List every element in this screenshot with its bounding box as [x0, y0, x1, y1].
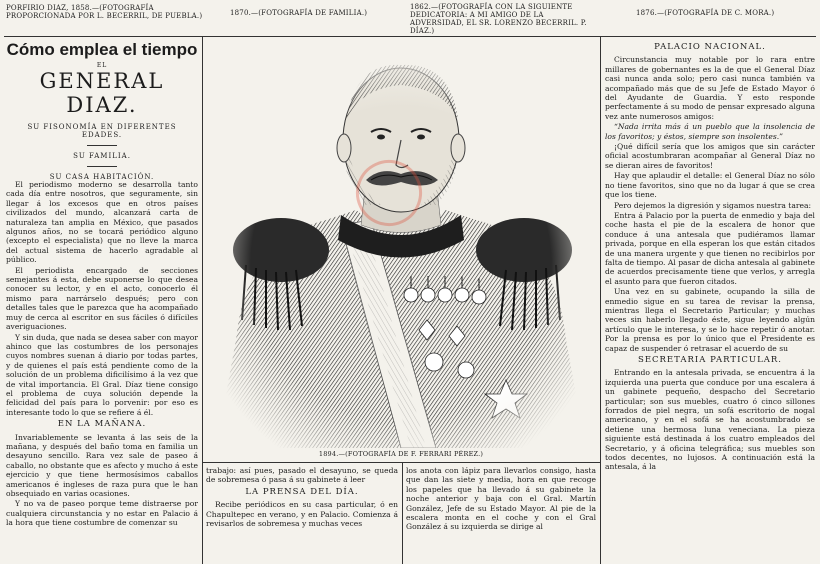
header-caption-right-mid: 1862.—(FOTOGRAFÍA CON LA SIGUIENTE DEDICATORIA: A MI AMIGO DE LA ADVERSIDAD, EL SR. LORENZO BECERRIL. P. DÍAZ.) [410, 3, 587, 35]
paragraph: El periodista encargado de secciones semejantes á esta, debe suponerse lo que desea conocer su lector, y en el acto, conocerlo él mismo para narrárselo después; pero con detalles tales que le parezca que ha acompañado muy de cerca al escritor en sus fáciles ó difíciles averiguaciones. [6, 265, 198, 332]
divider [87, 145, 117, 146]
section-heading: PALACIO NACIONAL. [654, 42, 766, 52]
bottom-left-column-text [206, 466, 398, 562]
paragraph: Invariablemente se levanta á las seis de la mañana, y después del baño toma en familia un desayuno sencillo. Rara vez sale de paseo á caballo, no obstante que es afecto y mucho á este ejercicio y que tiene hermosísimos caballos americanos é ingleses de raza pura que le han obsequiado en varias ocasiones. [6, 432, 198, 498]
paragraph: Entrando en la antesala privada, se encuentra á la izquierda una puerta que conduce por una escalera á un gabinete pequeño, despacho del Secretario particular; son sus muebles, cuatro ó cinco sillones forrados de piel negra, un sofá escritorio de nogal americano, y en el sofá se ha acostumbrado se detiene una hermosa luna veneciana. La pieza siguiente está destinada á los cuatro empleados del Secretario, y á oficina telegráfica; sus muebles son todos decentes, no lujosos. A continuación está la antesala, á la [605, 368, 815, 472]
subtitle-3: SU CASA HABITACIÓN. [49, 173, 155, 181]
portrait-engraving [206, 40, 596, 448]
section-heading: SECRETARIA PARTICULAR. [638, 355, 782, 365]
column-rule-right [600, 36, 601, 564]
paragraph: los anota con lápiz para llevarlos consigo, hasta que dan las siete y media, hora en que recoge los papeles que ha llevado á su gabinete la noche anterior y baja con el Gral. Martín González, Jefe de su Estado Mayor. Al pie de la escalera monta en el coche y con el Gral González á su izquierda se dirige al [406, 466, 596, 532]
section-heading: EN LA MAÑANA. [57, 419, 147, 430]
quotation: “Nada irrita más á un pueblo que la insolencia de los favoritos; y éstos, siempre son insolentes.” [605, 122, 815, 141]
subtitle-1: SU FISONOMÍA EN DIFERENTES EDADES. [27, 123, 177, 139]
header-rule [4, 36, 816, 37]
left-column-text [6, 180, 198, 560]
portrait-caption: 1894.—(FOTOGRAFÍA DE F. FERRARI PÉREZ.) [318, 450, 484, 458]
title-el: EL [96, 62, 108, 69]
paragraph: Una vez en su gabinete, ocupando la silla de enmedio sigue en su tarea de revisar la prensa, mientras llega el Secretario Particular; y muchas veces sin haberlo llegado éste, sigue leyendo algún artículo que le interesa, y se lo hace repetir ó anotar. Por la prensa es por lo único que el Presidente es capaz de suspender ó retrasar el acuerdo de su [605, 287, 815, 353]
title-line1: Cómo emplea el tiempo [6, 40, 198, 59]
paragraph: Circunstancia muy notable por lo rara entre millares de gobernantes es la de que el General Díaz casi nunca anda solo; pero casi nunca también va acompañado más que de su Jefe de Estado Mayor ó del Ayudante de Guardia. Y esto responde perfectamente á su modo de pensar expresado alguna vez ante numerosos amigos: [605, 55, 815, 121]
column-rule-left [202, 36, 203, 564]
header-caption-right: 1876.—(FOTOGRAFÍA DE C. MORA.) [636, 9, 775, 17]
paragraph: Recibe periódicos en su casa particular, ó en Chapultepec en verano, y en Palacio. Comienza á revisarlos de sobremesa y muchas veces [206, 500, 398, 529]
general-diaz-portrait [206, 40, 596, 448]
paragraph: Y sin duda, que nada se desea saber con mayor ahinco que las costumbres de los personajes cuyos nombres suenan á diario por todas partes, y de quienes el país está pendiente como de la solución de un problema dificilísimo á la vez que de vital importancia. El Gral. Díaz tiene consigo el problema de cuya solución depende la felicidad del país para lo porvenir: por eso es interesante todo lo que se refiere á él. [6, 332, 198, 417]
paragraph: trabajo: así pues, pasado el desayuno, se queda de sobremesa ó pasa á su gabinete á leer [206, 466, 398, 485]
paragraph: Hay que aplaudir el detalle: el General Díaz no sólo no tiene favoritos, sino que no da lugar á que se crea que los tiene. [605, 171, 815, 200]
paragraph: El periodismo moderno se desarrolla tanto cada día entre nosotros, que seguramente, sin llegar á los excesos que en otros países civilizados del mundo, alcanzará carta de naturaleza tan amplia en México, que pasados algunos años, no se tocará periódico alguno (excepto el especialista) que no lleve la marca del actual sistema de hacerlo agradable al público. [6, 180, 198, 265]
paragraph: Pero dejemos la digresión y sigamos nuestra tarea: [614, 200, 812, 210]
subtitle-2: SU FAMILIA. [73, 152, 131, 160]
divider [87, 166, 117, 167]
header-caption-mid: 1870.—(FOTOGRAFÍA DE FAMILIA.) [230, 9, 368, 17]
bottom-mid-column-text [406, 466, 596, 562]
title-line2: GENERAL DIAZ. [39, 69, 165, 117]
paragraph: ¡Qué difícil sería que los amigos que sin carácter oficial acostumbraran acompañar al General Díaz no se dieran aires de favoritos! [605, 142, 815, 170]
right-column-text [605, 40, 815, 562]
column-rule-bottom-mid [402, 462, 403, 564]
paragraph: Entra á Palacio por la puerta de enmedio y baja del coche hasta el pie de la escalera de honor que conduce á una antesala que pudiéramos llamar privada, porque en ella esperan los que están citados de una manera urgente y que tienen no recibirlos por falta de tiempo. Al pasar de dicha antesala al gabinete de acuerdos precisamente tiene que verlos, y arregla el asunto para que fueron citados. [605, 210, 815, 286]
section-heading: LA PRENSA DEL DÍA. [245, 486, 359, 497]
portrait-bottom-rule [202, 462, 600, 463]
title-block [6, 40, 198, 181]
header-caption-left: PORFIRIO DIAZ, 1858.—(FOTOGRAFÍA PROPORCIONADA POR L. BECERRIL, DE PUEBLA.) [6, 4, 203, 20]
paragraph: Y no va de paseo porque teme distraerse por cualquiera circunstancia y no estar en Palacio á la hora que tiene costumbre de comenzar su [6, 499, 198, 528]
